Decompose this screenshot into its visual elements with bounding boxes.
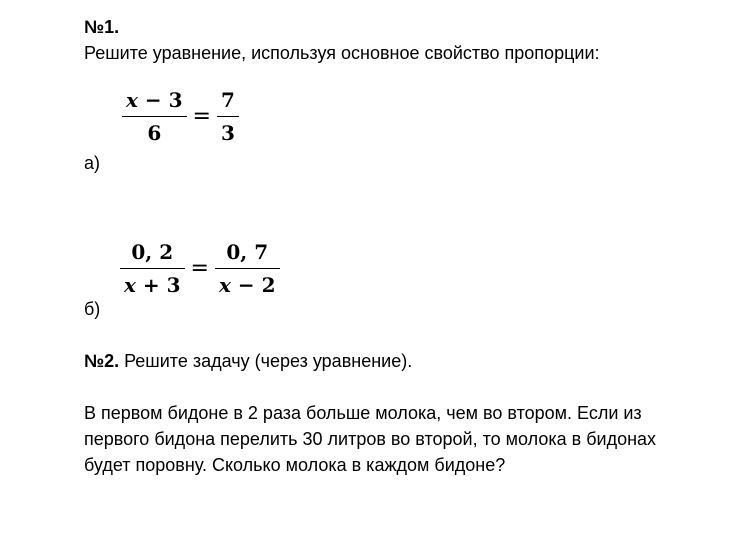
fraction-a-right <box>217 88 239 145</box>
task2-text <box>84 400 724 478</box>
var-x: x <box>218 273 231 298</box>
equation-b <box>120 240 280 297</box>
fraction-a-left <box>122 88 187 145</box>
numerator-rest: − 3 <box>137 88 183 112</box>
task2-line: В первом бидоне в 2 раза больше молока, чем во втором. Если из <box>84 403 642 423</box>
denominator-rest: + 3 <box>135 273 181 298</box>
equation-a <box>122 88 239 145</box>
numerator: 0, 7 <box>226 240 269 264</box>
numerator: 7 <box>220 88 235 112</box>
denominator: 6 <box>147 121 162 146</box>
task2-line: будет поровну. Сколько молока в каждом бидоне? <box>84 455 506 475</box>
var-x: x <box>124 273 136 298</box>
equals-sign: = <box>190 256 209 282</box>
denominator: 3 <box>220 121 235 146</box>
task2-line: первого бидона перелить 30 литров во второй, то молока в бидонах <box>84 429 657 449</box>
task2-title: Решите задачу (через уравнение). <box>119 351 413 371</box>
task2-number: №2. <box>84 351 120 371</box>
fraction-b-left <box>120 240 185 297</box>
var-x: x <box>126 88 138 112</box>
task1-number: №1. <box>84 17 120 37</box>
equals-sign: = <box>192 104 211 130</box>
numerator: 0, 2 <box>131 240 174 264</box>
denominator-rest: − 2 <box>230 273 276 298</box>
item-a-label: а) <box>84 153 101 173</box>
task2-heading <box>84 348 412 374</box>
item-b-label: б) <box>84 299 101 319</box>
fraction-b-right <box>215 240 280 297</box>
task1-instruction: Решите уравнение, используя основное свойство пропорции: <box>84 43 600 63</box>
